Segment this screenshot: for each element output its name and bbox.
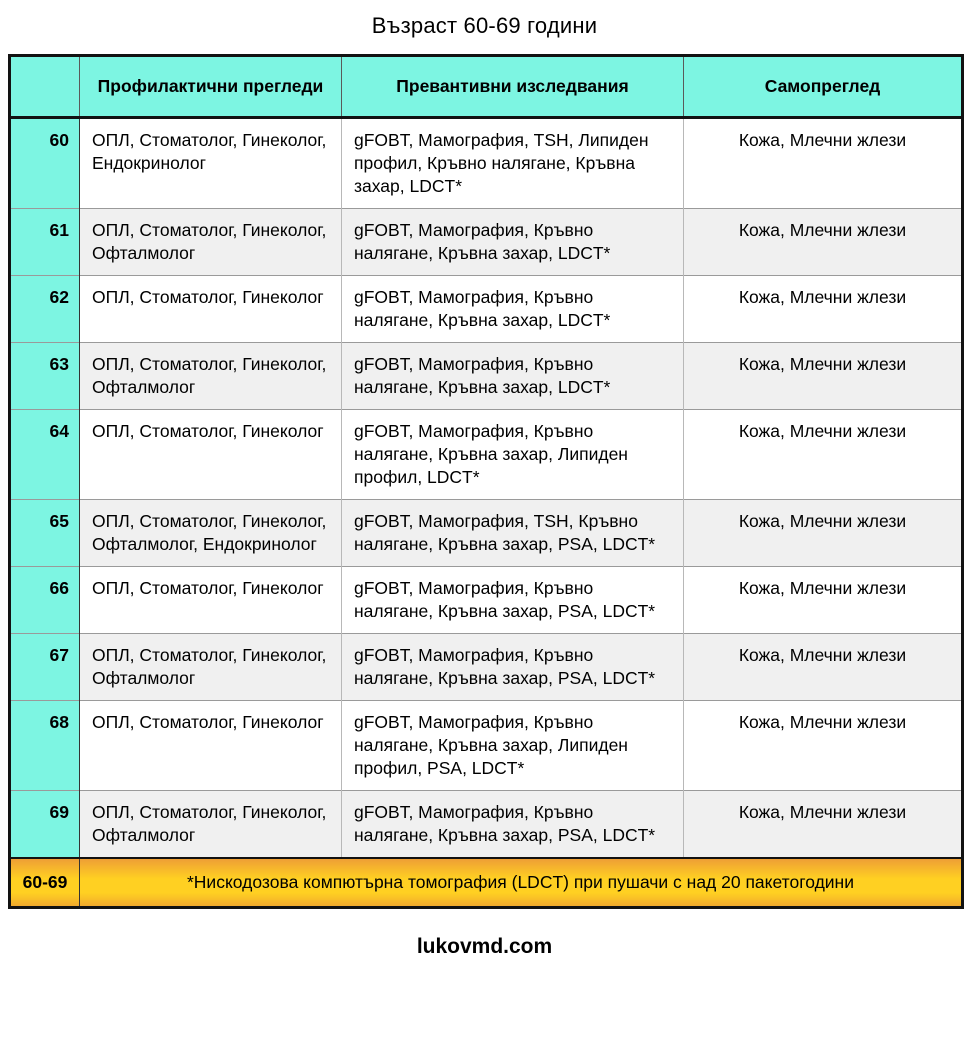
exams-cell: ОПЛ, Стоматолог, Гинеколог xyxy=(80,410,342,500)
self-cell: Кожа, Млечни жлези xyxy=(684,410,963,500)
self-cell: Кожа, Млечни жлези xyxy=(684,500,963,567)
exams-cell: ОПЛ, Стоматолог, Гинеколог xyxy=(80,567,342,634)
footnote-age-range: 60-69 xyxy=(10,858,80,908)
exams-cell: ОПЛ, Стоматолог, Гинеколог, Офталмолог xyxy=(80,209,342,276)
self-cell: Кожа, Млечни жлези xyxy=(684,118,963,209)
age-cell: 67 xyxy=(10,634,80,701)
self-cell: Кожа, Млечни жлези xyxy=(684,791,963,859)
exams-cell: ОПЛ, Стоматолог, Гинеколог, Ендокринолог xyxy=(80,118,342,209)
age-cell: 64 xyxy=(10,410,80,500)
tests-cell: gFOBT, Мамография, Кръвно налягане, Кръвна захар, LDCT* xyxy=(342,343,684,410)
exams-cell: ОПЛ, Стоматолог, Гинеколог xyxy=(80,701,342,791)
tests-cell: gFOBT, Мамография, Кръвно налягане, Кръвна захар, PSA, LDCT* xyxy=(342,634,684,701)
table-row xyxy=(10,410,963,500)
self-cell: Кожа, Млечни жлези xyxy=(684,276,963,343)
age-cell: 63 xyxy=(10,343,80,410)
page-title: Възраст 60-69 години xyxy=(371,13,598,38)
age-cell: 60 xyxy=(10,118,80,209)
exams-cell: ОПЛ, Стоматолог, Гинеколог, Офталмолог, Ендокринолог xyxy=(80,500,342,567)
exams-cell: ОПЛ, Стоматолог, Гинеколог, Офталмолог xyxy=(80,634,342,701)
age-cell: 69 xyxy=(10,791,80,859)
tests-cell: gFOBT, Мамография, Кръвно налягане, Кръвна захар, PSA, LDCT* xyxy=(342,791,684,859)
exams-cell: ОПЛ, Стоматолог, Гинеколог, Офталмолог xyxy=(80,791,342,859)
footnote-row xyxy=(10,858,963,908)
self-cell: Кожа, Млечни жлези xyxy=(684,343,963,410)
tests-cell: gFOBT, Мамография, Кръвно налягане, Кръвна захар, Липиден профил, PSA, LDCT* xyxy=(342,701,684,791)
col-header-self: Самопреглед xyxy=(684,56,963,118)
age-header-cell xyxy=(10,56,80,118)
site-footer: lukovmd.com xyxy=(416,935,553,958)
age-cell: 65 xyxy=(10,500,80,567)
table-row xyxy=(10,500,963,567)
exams-cell: ОПЛ, Стоматолог, Гинеколог xyxy=(80,276,342,343)
header-row xyxy=(10,56,963,118)
table-body xyxy=(10,118,963,859)
tests-cell: gFOBT, Мамография, Кръвно налягане, Кръвна захар, Липиден профил, LDCT* xyxy=(342,410,684,500)
tests-cell: gFOBT, Мамография, Кръвно налягане, Кръвна захар, LDCT* xyxy=(342,276,684,343)
table-row xyxy=(10,791,963,859)
exams-cell: ОПЛ, Стоматолог, Гинеколог, Офталмолог xyxy=(80,343,342,410)
tests-cell: gFOBT, Мамография, Кръвно налягане, Кръвна захар, LDCT* xyxy=(342,209,684,276)
self-cell: Кожа, Млечни жлези xyxy=(684,567,963,634)
footnote-text: *Нискодозова компютърна томография (LDCT) при пушачи с над 20 пакетогодини xyxy=(80,858,963,908)
self-cell: Кожа, Млечни жлези xyxy=(684,634,963,701)
table-row xyxy=(10,209,963,276)
self-cell: Кожа, Млечни жлези xyxy=(684,209,963,276)
col-header-exams: Профилактични прегледи xyxy=(80,56,342,118)
age-cell: 62 xyxy=(10,276,80,343)
age-cell: 61 xyxy=(10,209,80,276)
table-row xyxy=(10,634,963,701)
age-cell: 68 xyxy=(10,701,80,791)
screening-table xyxy=(8,54,964,909)
tests-cell: gFOBT, Мамография, TSH, Липиден профил, Кръвно налягане, Кръвна захар, LDCT* xyxy=(342,118,684,209)
table-row xyxy=(10,118,963,209)
table-row xyxy=(10,567,963,634)
col-header-tests: Превантивни изследвания xyxy=(342,56,684,118)
table-row xyxy=(10,276,963,343)
tests-cell: gFOBT, Мамография, Кръвно налягане, Кръвна захар, PSA, LDCT* xyxy=(342,567,684,634)
age-cell: 66 xyxy=(10,567,80,634)
table-row xyxy=(10,701,963,791)
tests-cell: gFOBT, Мамография, TSH, Кръвно налягане, Кръвна захар, PSA, LDCT* xyxy=(342,500,684,567)
self-cell: Кожа, Млечни жлези xyxy=(684,701,963,791)
table-row xyxy=(10,343,963,410)
